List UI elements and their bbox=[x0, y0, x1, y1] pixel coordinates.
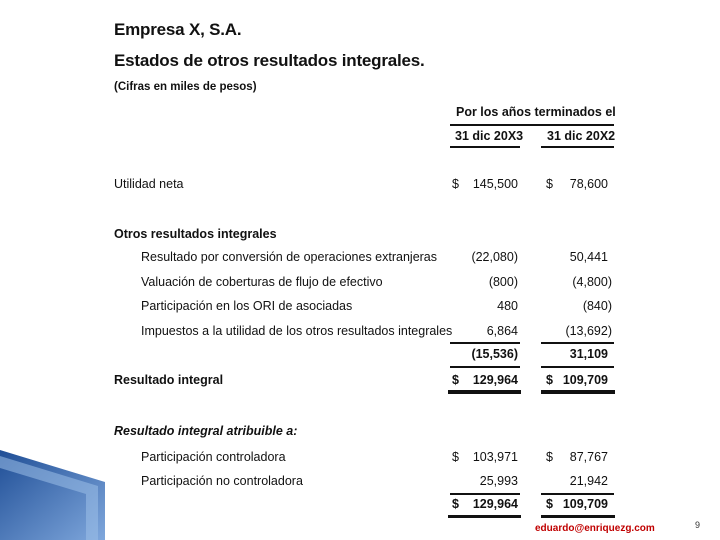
value-atribuible-total-20X2: 109,709 bbox=[562, 497, 608, 511]
currency-symbol: $ bbox=[546, 497, 553, 511]
column-group-header: Por los años terminados el bbox=[456, 105, 616, 119]
value-ori-total-20X3: (15,536) bbox=[471, 347, 518, 361]
company-title: Empresa X, S.A. bbox=[114, 20, 242, 39]
total-rule-col2 bbox=[541, 366, 614, 368]
value-impuestos-20X2: (13,692) bbox=[565, 324, 612, 338]
column-header-20X2: 31 dic 20X2 bbox=[547, 129, 616, 143]
col1-header-rule bbox=[450, 146, 520, 148]
units-note: (Cifras en miles de pesos) bbox=[114, 81, 257, 93]
row-label-conversion: Resultado por conversión de operaciones extranjeras bbox=[141, 250, 438, 264]
col2-header-rule bbox=[541, 146, 614, 148]
row-label-impuestos: Impuestos a la utilidad de los otros resultados integrales bbox=[141, 324, 453, 338]
value-ori-total-20X2: 31,109 bbox=[569, 347, 608, 361]
value-asociadas-20X3: 480 bbox=[497, 299, 518, 313]
value-no-controladora-20X2: 21,942 bbox=[569, 474, 608, 488]
total-rule-col1 bbox=[450, 366, 520, 368]
value-asociadas-20X2: (840) bbox=[582, 299, 612, 313]
double-underline-atribuible-col1 bbox=[448, 515, 521, 518]
value-no-controladora-20X3: 25,993 bbox=[479, 474, 518, 488]
value-controladora-20X3: 103,971 bbox=[472, 450, 518, 464]
value-impuestos-20X3: 6,864 bbox=[486, 324, 518, 338]
currency-symbol: $ bbox=[546, 450, 553, 464]
currency-symbol: $ bbox=[452, 497, 459, 511]
currency-symbol: $ bbox=[452, 177, 459, 191]
currency-symbol: $ bbox=[546, 177, 553, 191]
page-number: 9 bbox=[695, 520, 701, 530]
double-underline-col2 bbox=[541, 390, 615, 394]
row-label-coberturas: Valuación de coberturas de flujo de efectivo bbox=[141, 275, 383, 289]
section-heading-atribuible: Resultado integral atribuible a: bbox=[114, 424, 298, 438]
row-label-resultado-integral: Resultado integral bbox=[114, 373, 224, 387]
value-resultado-integral-20X2: 109,709 bbox=[562, 373, 608, 387]
currency-symbol: $ bbox=[452, 450, 459, 464]
value-coberturas-20X3: (800) bbox=[488, 275, 518, 289]
subtotal-rule-col2 bbox=[541, 342, 614, 344]
currency-symbol: $ bbox=[452, 373, 459, 387]
footer-email-link[interactable]: eduardo@enriquezg.com bbox=[535, 523, 655, 534]
row-label-no-controladora: Participación no controladora bbox=[141, 474, 303, 488]
double-underline-atribuible-col2 bbox=[541, 515, 615, 518]
header-underline bbox=[450, 124, 614, 126]
atribuible-rule-col1 bbox=[450, 493, 520, 495]
double-underline-col1 bbox=[448, 390, 521, 394]
value-conversion-20X3: (22,080) bbox=[471, 250, 518, 264]
statement-title: Estados de otros resultados integrales. bbox=[114, 51, 425, 70]
subtotal-rule-col1 bbox=[450, 342, 520, 344]
row-label-controladora: Participación controladora bbox=[141, 450, 286, 464]
decorative-corner-shape bbox=[0, 450, 110, 540]
value-resultado-integral-20X3: 129,964 bbox=[472, 373, 518, 387]
column-header-20X3: 31 dic 20X3 bbox=[455, 129, 524, 143]
value-utilidad-neta-20X2: 78,600 bbox=[569, 177, 608, 191]
value-utilidad-neta-20X3: 145,500 bbox=[472, 177, 518, 191]
section-heading-ori: Otros resultados integrales bbox=[114, 227, 277, 241]
value-coberturas-20X2: (4,800) bbox=[572, 275, 612, 289]
atribuible-rule-col2 bbox=[541, 493, 614, 495]
currency-symbol: $ bbox=[546, 373, 553, 387]
value-conversion-20X2: 50,441 bbox=[569, 250, 608, 264]
row-label-utilidad-neta: Utilidad neta bbox=[114, 177, 184, 191]
value-controladora-20X2: 87,767 bbox=[569, 450, 608, 464]
value-atribuible-total-20X3: 129,964 bbox=[472, 497, 518, 511]
row-label-asociadas: Participación en los ORI de asociadas bbox=[141, 299, 353, 313]
